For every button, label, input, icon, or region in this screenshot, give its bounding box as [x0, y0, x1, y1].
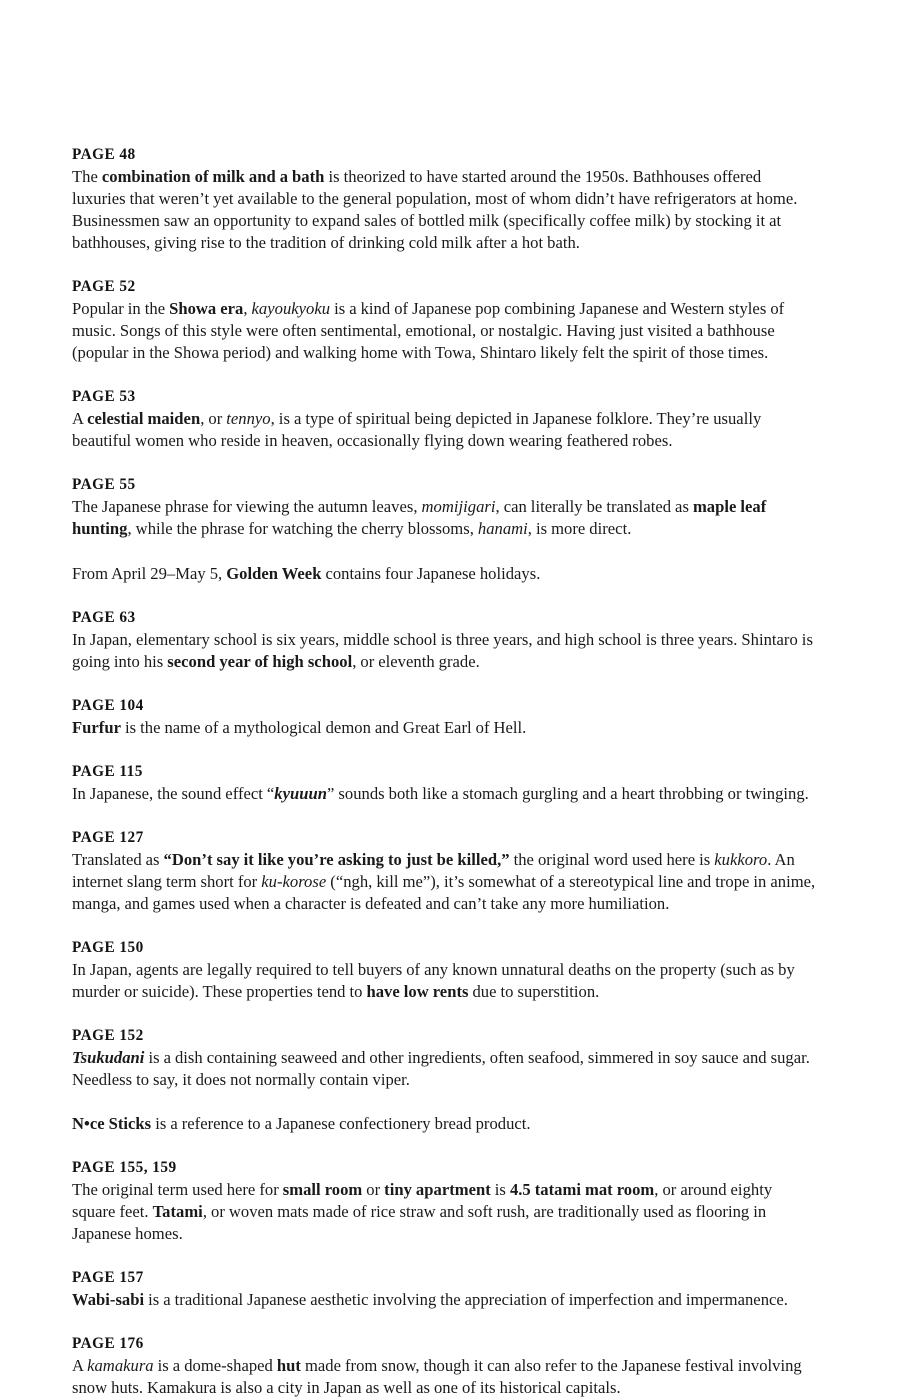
- note-body-text: Wabi-sabi is a traditional Japanese aesthetic involving the appreciation of imperfection and impermanence.: [72, 1290, 788, 1310]
- note-block: [72, 827, 816, 915]
- note-body-text: The combination of milk and a bath is theorized to have started around the 1950s. Bathhouses offered luxuries that weren’t yet available to the general population, most of whom didn’t have refrigerators at home. Businessmen saw an opportunity to expand sales of bottled milk (specifically coffee milk) by stocking it at bathhouses, giving rise to the tradition of drinking cold milk after a hot bath.: [72, 167, 798, 253]
- note-page-heading: PAGE 48: [72, 146, 136, 163]
- note-block: [72, 1267, 816, 1311]
- note-page-heading: PAGE 53: [72, 388, 136, 406]
- note-page-heading: PAGE 104: [72, 696, 144, 714]
- note-body-text: In Japanese, the sound effect “kyuuun” sounds both like a stomach gurgling and a heart throbbing or twinging.: [72, 783, 809, 803]
- note-body-text: Furfur is the name of a mythological demon and Great Earl of Hell.: [72, 717, 527, 737]
- note-page-heading: PAGE 115: [72, 762, 143, 780]
- note-body-text: The original term used here for small room or tiny apartment is 4.5 tatami mat room, or around eighty square feet. Tatami, or woven mats made of rice straw and soft rush, are traditionally used as flooring in Japanese homes.: [72, 1180, 773, 1244]
- note-body-text: Popular in the Showa era, kayoukyoku is a kind of Japanese pop combining Japanese and Western styles of music. Songs of this style were often sentimental, emotional, or nostalgic. Having just visited a bathhouse (popular in the Showa period) and walking home with Towa, Shintaro likely felt the spirit of those times.: [72, 299, 785, 363]
- note-page-heading: PAGE 176: [72, 1335, 144, 1353]
- note-page-heading: PAGE 55: [72, 476, 136, 494]
- note-block: [72, 276, 816, 364]
- translation-notes-list: [72, 144, 816, 1399]
- note-block: [72, 1157, 816, 1245]
- note-block: [72, 1025, 816, 1091]
- note-body-text: From April 29–May 5, Golden Week contains four Japanese holidays.: [72, 563, 541, 583]
- note-page-heading: PAGE 157: [72, 1269, 144, 1287]
- note-block: [72, 761, 816, 805]
- note-page-heading: PAGE 155, 159: [72, 1159, 177, 1177]
- note-page-heading: PAGE 127: [72, 828, 144, 846]
- note-body-text: A celestial maiden, or tennyo, is a type of spiritual being depicted in Japanese folklore. They’re usually beautiful women who reside in heaven, occasionally flying down wearing feathered robes.: [72, 409, 762, 451]
- note-body-text: In Japan, elementary school is six years, middle school is three years, and high school is three years. Shintaro is going into his second year of high school, or eleventh grade.: [72, 629, 813, 671]
- note-block: [72, 937, 816, 1003]
- note-block: [72, 607, 816, 673]
- note-body-text: Translated as “Don’t say it like you’re asking to just be killed,” the original word used here is kukkoro. An internet slang term short for ku-korose (“ngh, kill me”), it’s somewhat of a stereotypical line and trope in anime, manga, and games used when a character is defeated and can’t take any more humiliation.: [72, 849, 816, 913]
- note-block: [72, 695, 816, 739]
- note-block: [72, 1333, 816, 1399]
- note-block: [72, 1113, 816, 1135]
- note-page-heading: PAGE 52: [72, 278, 136, 296]
- note-body-text: In Japan, agents are legally required to tell buyers of any known unnatural deaths on the property (such as by murder or suicide). These properties tend to have low rents due to superstition.: [72, 959, 795, 1001]
- note-block: [72, 563, 816, 585]
- note-block: [72, 386, 816, 452]
- note-page-heading: PAGE 152: [72, 1026, 144, 1044]
- note-body-text: A kamakura is a dome-shaped hut made from snow, though it can also refer to the Japanese festival involving snow huts. Kamakura is also a city in Japan as well as one of its historical capitals.: [72, 1356, 802, 1398]
- note-page-heading: PAGE 63: [72, 608, 136, 626]
- note-block: [72, 144, 816, 254]
- note-body-text: The Japanese phrase for viewing the autumn leaves, momijigari, can literally be translated as maple leaf hunting, while the phrase for watching the cherry blossoms, hanami, is more direct.: [72, 497, 767, 539]
- note-block: [72, 474, 816, 540]
- note-body-text: N•ce Sticks is a reference to a Japanese confectionery bread product.: [72, 1114, 531, 1134]
- note-page-heading: PAGE 150: [72, 938, 144, 956]
- note-body-text: Tsukudani is a dish containing seaweed and other ingredients, often seafood, simmered in soy sauce and sugar. Needless to say, it does not normally contain viper.: [72, 1047, 810, 1090]
